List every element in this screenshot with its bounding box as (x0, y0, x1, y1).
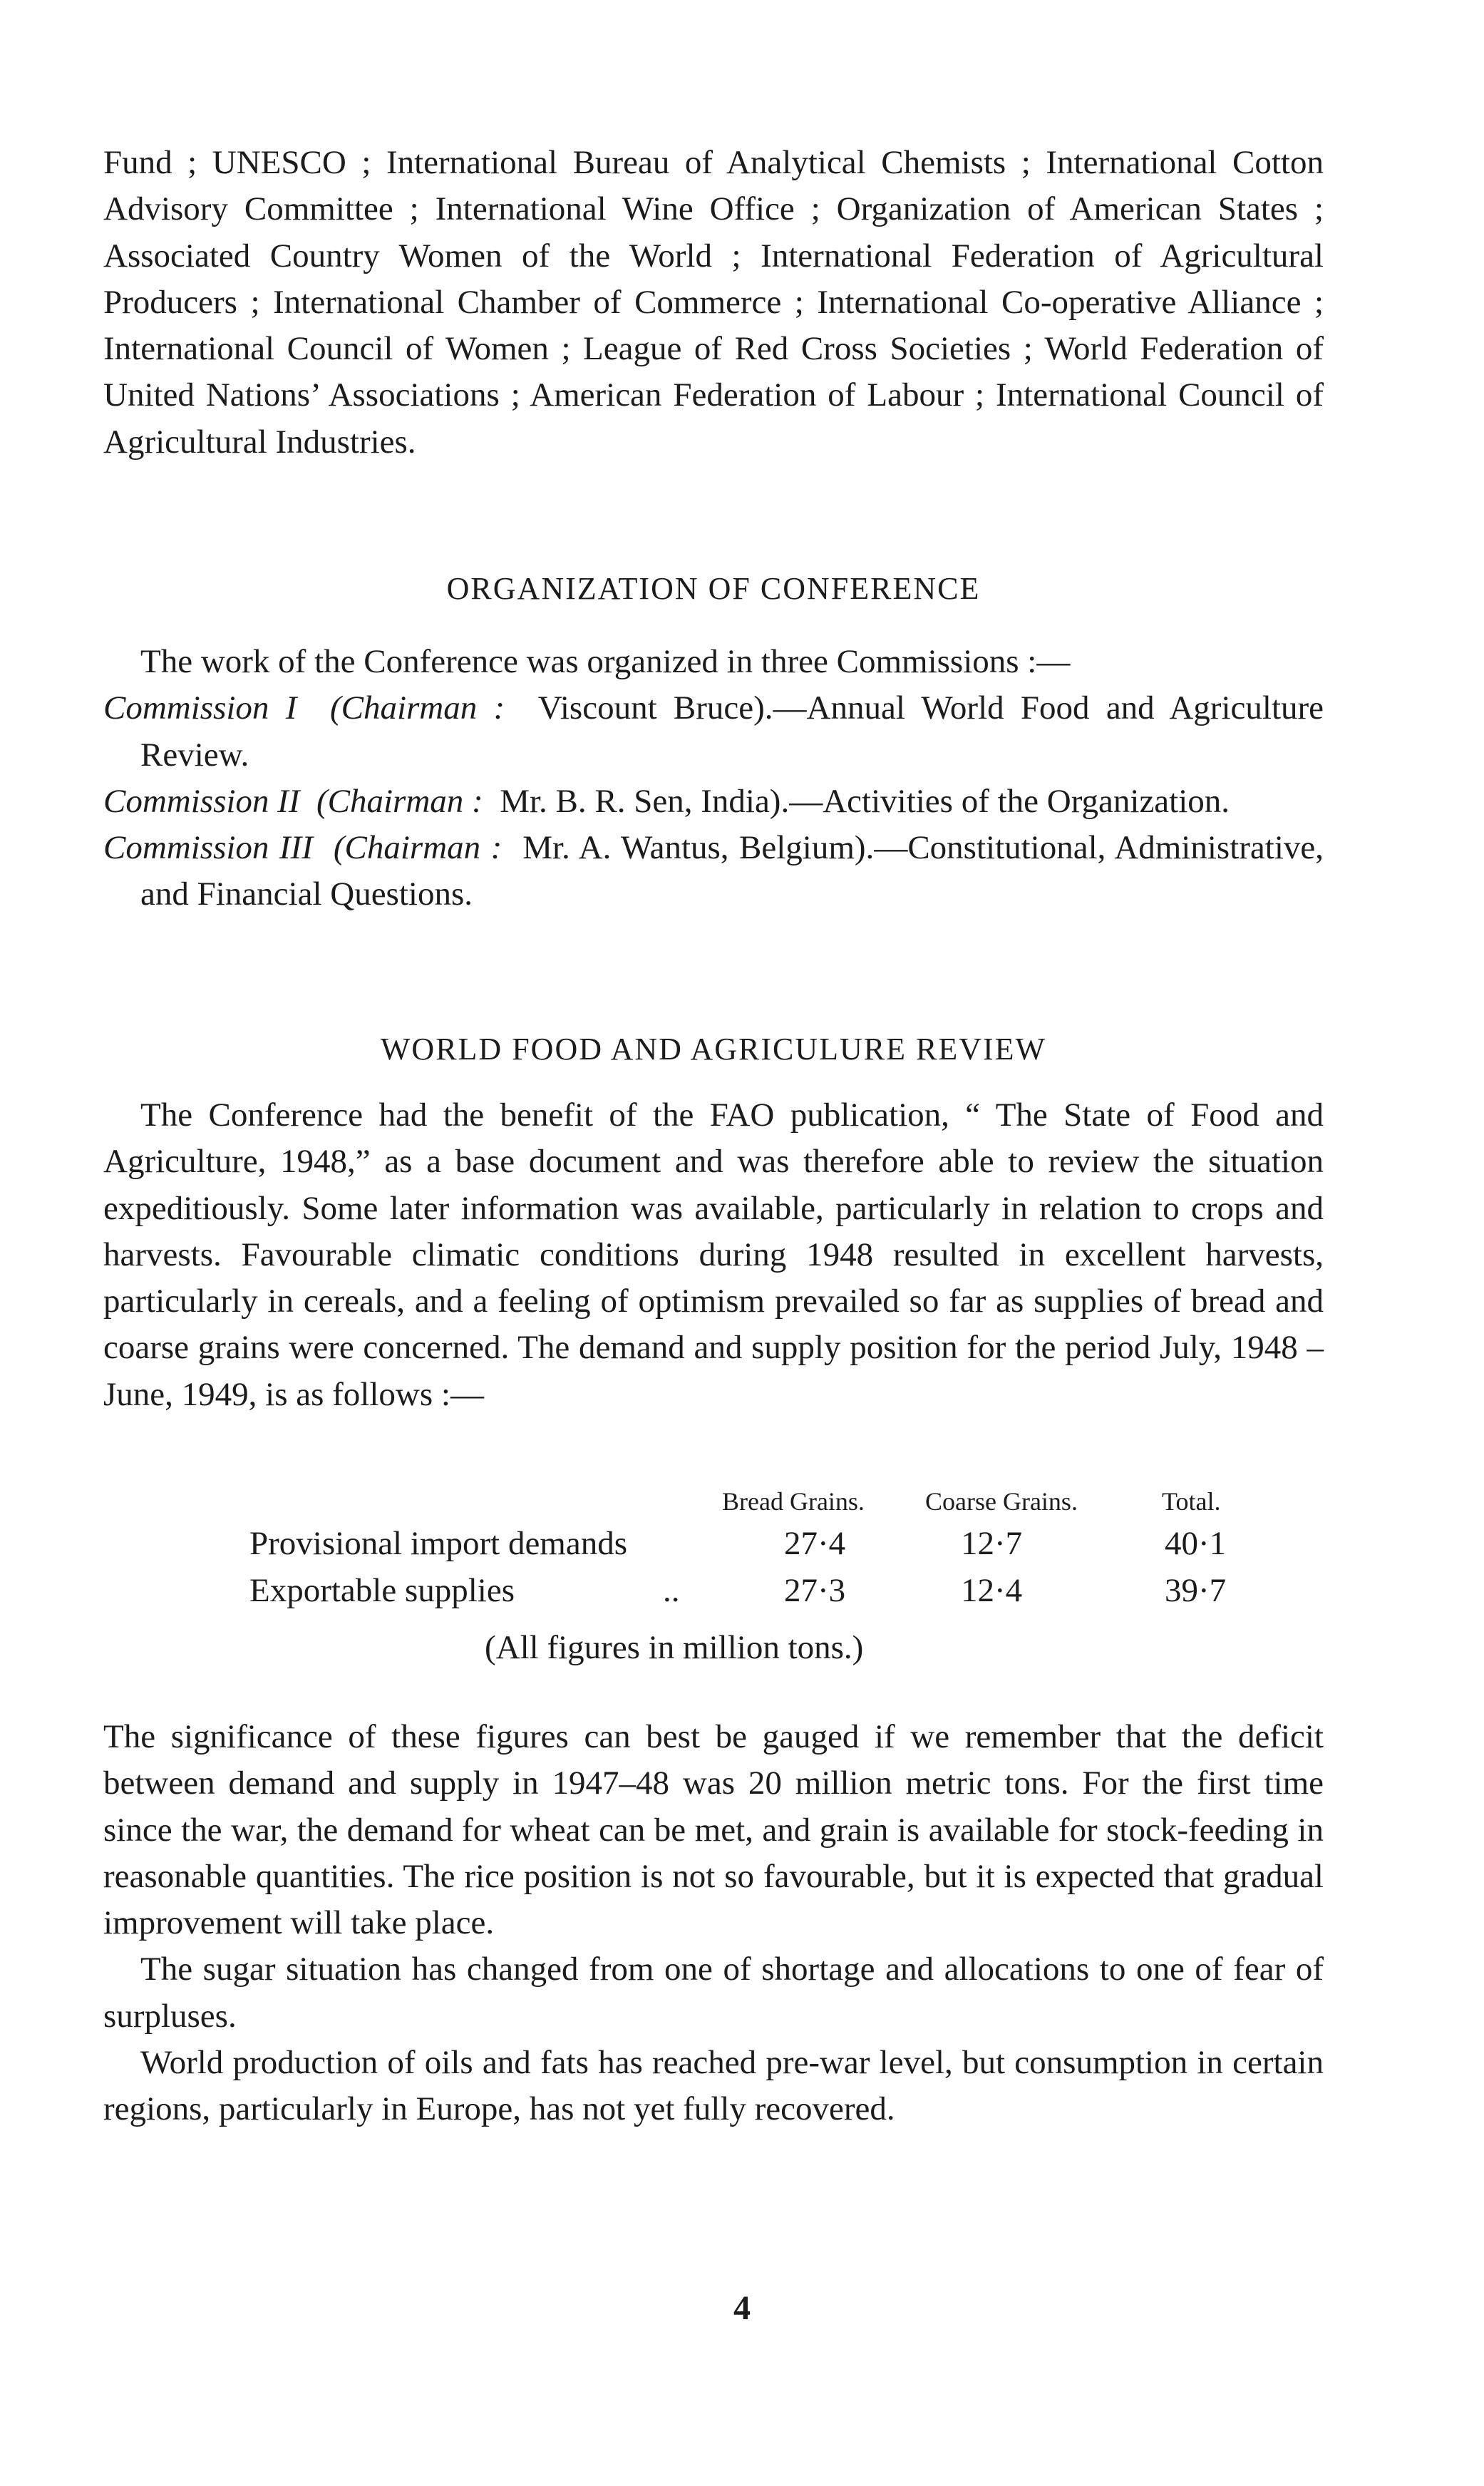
commission-name: Commission III (103, 829, 313, 867)
commission-chair-label: (Chairman : (333, 829, 503, 867)
table-header-total: Total. (1162, 1487, 1221, 1516)
commission-topic: —Annual World Food and Agriculture Review. (140, 689, 1324, 774)
table-row-leader: .. (663, 1572, 680, 1609)
after-table-block (103, 1714, 1324, 2133)
organization-block (103, 639, 1324, 918)
commission-chair: Mr. B. R. Sen, India). (500, 782, 790, 820)
table-note: (All figures in million tons.) (485, 1629, 864, 1666)
table-cell: 27·3 (784, 1572, 846, 1609)
intro-paragraph: Fund ; UNESCO ; International Bureau of Analytical Chemists ; International Cotton Advisory Committee ; International Wine Office ; Organization of American States ; Associated Country Women of the World ; International Federation of Agricultural Producers ; International Chamber of Commerce ; International Co-operative Alliance ; International Council of Women ; League of Red Cross Societies ; World Federation of United Nations’ Associations ; American Federation of Labour ; International Council of Agricultural Industries. (103, 144, 1324, 461)
commission-topic: —Activities of the Organization. (789, 782, 1230, 820)
world-food-block (103, 1092, 1324, 1418)
commission-item (103, 779, 1324, 825)
significance-paragraph: The significance of these figures can best be gauged if we remember that the deficit between demand and supply in 1947–48 was 20 million metric tons. For the first time since the war, the demand for wheat can be met, and grain is available for stock-feeding in reasonable quantities. The rice position is not so favourable, but it is expected that gradual improvement will take place. (103, 1718, 1324, 1942)
table-row-label: Provisional import demands (249, 1525, 628, 1562)
commission-item (103, 685, 1324, 779)
commission-item (103, 825, 1324, 918)
commission-topic: —Constitutional, Administrative, and Financial Questions. (140, 829, 1324, 913)
world-food-paragraph: The Conference had the benefit of the FAO publication, “ The State of Food and Agriculture, 1948,” as a base document and was therefore able to review the situation expeditiously. Some later information was available, particularly in relation to crops and harvests. Favourable climatic conditions during 1948 resulted in excellent harvests, particularly in cereals, and a feeling of optimism prevailed so far as supplies of bread and coarse grains were concerned. The demand and supply position for the period July, 1948 – June, 1949, is as follows :— (103, 1096, 1324, 1413)
intro-block (103, 140, 1324, 466)
table-cell: 39·7 (1165, 1572, 1227, 1609)
sugar-paragraph: The sugar situation has changed from one of shortage and allocations to one of fear of surpluses. (103, 1951, 1324, 2035)
table-header-coarse: Coarse Grains. (925, 1487, 1078, 1516)
section-heading-world-food: WORLD FOOD AND AGRICULURE REVIEW (380, 1032, 1047, 1067)
commission-name: Commission II (103, 782, 300, 820)
table-cell: 12·7 (961, 1525, 1023, 1562)
page-number: 4 (733, 2289, 751, 2327)
table-cell: 27·4 (784, 1525, 846, 1562)
commission-chair: Mr. A. Wantus, Belgium). (522, 829, 875, 867)
table-header-bread: Bread Grains. (722, 1487, 865, 1516)
table-cell: 12·4 (961, 1572, 1023, 1609)
table-row-label: Exportable supplies (249, 1572, 515, 1609)
commission-name: Commission I (103, 689, 297, 727)
oils-paragraph: World production of oils and fats has reached pre-war level, but consumption in certain regions, particularly in Europe, has not yet fully recovered. (103, 2044, 1324, 2128)
organization-intro: The work of the Conference was organized in three Commissions :— (140, 643, 1071, 680)
table-cell: 40·1 (1165, 1525, 1227, 1562)
commission-chair: Viscount Bruce). (537, 689, 773, 727)
commission-chair-label: (Chairman : (329, 689, 505, 727)
commission-chair-label: (Chairman : (316, 782, 483, 820)
section-heading-organization: ORGANIZATION OF CONFERENCE (446, 571, 981, 606)
